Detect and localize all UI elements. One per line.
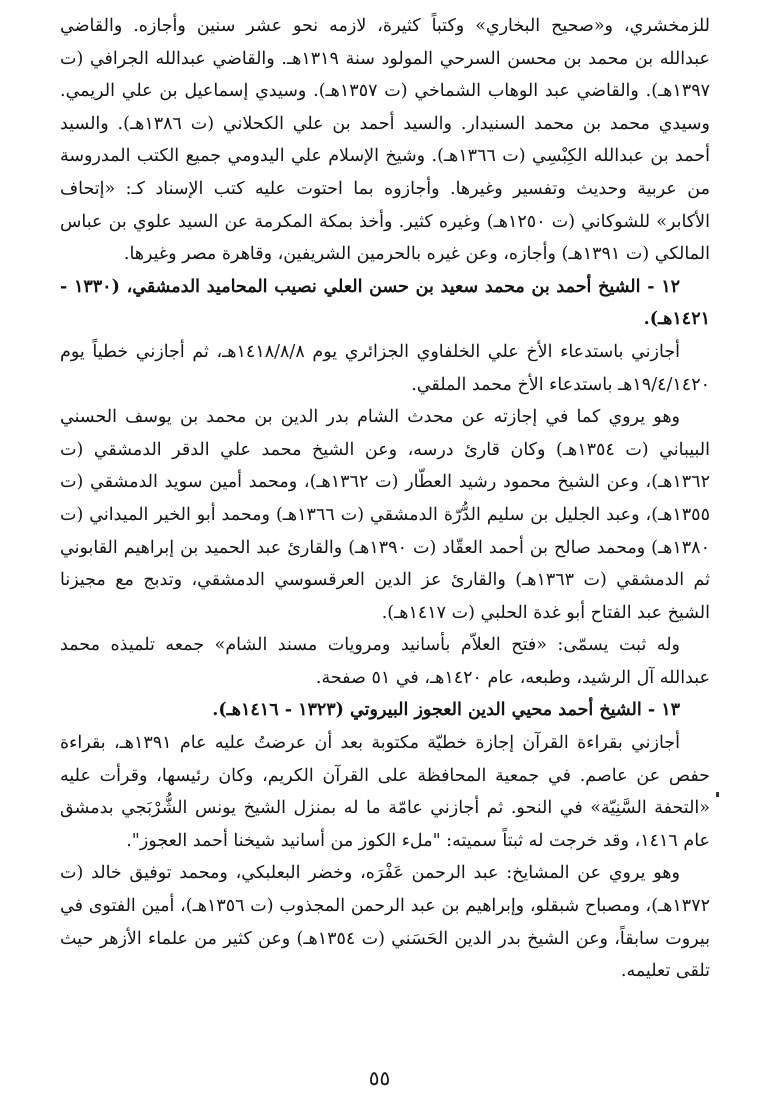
page-number: ٥٥: [368, 1066, 391, 1090]
entry-13-narrators-paragraph: وهو يروي عن المشايخ: عبد الرحمن عَفْرَه، وخضر البعلبكي، ومحمد توفيق خالد (ت ١٣٧٢هـ)، ومصباح شبقلو، وإبراهيم بن عبد الرحمن المجذوب (ت ١٣٥٦هـ)، أمين الفتوى في بيروت سابقاً، وعن الشيخ بدر الدين الحَسَني (ت ١٣٥٤هـ) وعن كثير من علماء الأزهر حيث تلقى تعليمه.: [60, 863, 711, 982]
entry-12-ijaza-paragraph: أجازني باستدعاء الأخ علي الخلفاوي الجزائري يوم ١٤١٨/٨/٨هـ، ثم أجازني خطياً يوم ١٩/٤/١٤٢٠هـ باستدعاء الأخ محمد الملقي.: [60, 341, 710, 395]
entry-13-ijaza-paragraph: أجازني بقراءة القرآن إجازة خطيّة مكتوبة بعد أن عرضتُ عليه عام ١٣٩١هـ، بقراءة حفص عن عاصم. في جمعية المحافظة على القرآن الكريم، وكان رئيسها، وقرأت عليه «التحفة السَّنِيّة» في النحو. ثم أجازني عامّة ما له بمنزل الشيخ يونس الشُّرْبَجي بدمشق عام ١٤١٦، وقد خرجت له ثبتاً سميته: "ملء الكوز من أسانيد شيخنا أحمد العجوز".: [60, 733, 710, 851]
entry-12-thabat-paragraph: وله ثبت يسمّى: «فتح العلاّم بأسانيد ومرويات مسند الشام» جمعه تلميذه محمد عبدالله آل الرشيد، وطبعه، عام ١٤٢٠هـ، في ٥١ صفحة.: [60, 635, 710, 688]
entry-12-narrators-paragraph: وهو يروي كما في إجازته عن محدث الشام بدر الدين بن محمد بن يوسف الحسني البيباني (ت ١٣٥٤هـ) وكان قارئ درسه، وعن الشيخ محمد علي الدقر الدمشقي (ت ١٣٦٢هـ)، وعن الشيخ محمود رشيد العطّار (ت ١٣٦٢هـ)، ومحمد أمين سويد الدمشقي (ت ١٣٥٥هـ)، وعبد الجليل بن سليم الدُّرّة الدمشقي (ت ١٣٦٦هـ) ومحمد أبو الخير الميداني (ت ١٣٨٠هـ) ومحمد صالح بن أحمد العقّاد (ت ١٣٩٠هـ) والقارئ عبد الحميد بن إبراهيم القابوني ثم الدمشقي (ت ١٣٦٣هـ) والقارئ عز الدين العرقسوسي الدمشقي، وتدبج مع مجيزنا الشيخ عبد الفتاح أبو غدة الحلبي (ت ١٤١٧هـ).: [60, 407, 711, 623]
body-text: [60, 10, 710, 988]
entry-12-heading: ١٢ - الشيخ أحمد بن محمد سعيد بن حسن العلي نصيب المحاميد الدمشقي، (١٣٣٠ - ١٤٢١هـ).: [60, 276, 710, 330]
margin-mark: [716, 792, 719, 797]
biography-continuation-paragraph: للزمخشري، و«صحيح البخاري» وكتباً كثيرة، لازمه نحو عشر سنين وأجازه. والقاضي عبدالله بن محمد بن محسن السرحي المولود سنة ١٣١٩هـ. والقاضي عبدالله الجرافي (ت ١٣٩٧هـ). والقاضي عبد الوهاب الشماخي (ت ١٣٥٧هـ). وسيدي إسماعيل بن علي الريمي. وسيدي محمد بن محمد السنيدار. والسيد أحمد بن علي الكحلاني (ت ١٣٨٦هـ). والسيد أحمد بن عبدالله الكِبْسِي (ت ١٣٦٦هـ). وشيخ الإسلام علي اليدومي جميع الكتب المدروسة من عربية وحديث وتفسير وغيرها. وأجازوه بما احتوت عليه كتب الإسناد كـ: «إتحاف الأكابر» للشوكاني (ت ١٢٥٠هـ) وغيره كثير. وأخذ بمكة المكرمة عن السيد علوي بن عباس المالكي (ت ١٣٩١هـ) وأجازه، وعن غيره بالحرمين الشريفين، وقاهرة مصر وغيرها.: [60, 16, 710, 265]
entry-13-heading: ١٣ - الشيخ أحمد محيي الدين العجوز البيروتي (١٣٢٣ - ١٤١٦هـ).: [212, 700, 680, 721]
